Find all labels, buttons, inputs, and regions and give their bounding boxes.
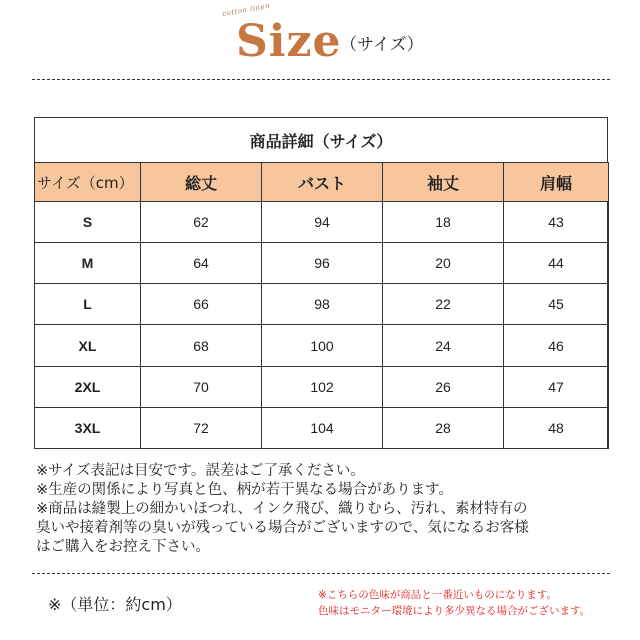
divider-top bbox=[32, 79, 610, 80]
sleeve-cell: 26 bbox=[383, 366, 504, 407]
sleeve-cell: 28 bbox=[383, 407, 504, 448]
length-cell: 66 bbox=[141, 284, 262, 325]
shoulder-cell: 46 bbox=[504, 325, 609, 366]
page-title: Size bbox=[236, 16, 342, 67]
note-line: はご購入をお控え下さい。 bbox=[36, 539, 210, 555]
table-row bbox=[35, 407, 609, 448]
sleeve-cell: 20 bbox=[383, 243, 504, 284]
shoulder-cell: 48 bbox=[504, 407, 609, 448]
bust-cell: 100 bbox=[262, 325, 383, 366]
column-header-bust: バスト bbox=[262, 163, 383, 202]
sleeve-cell: 18 bbox=[383, 202, 504, 243]
note-line: ※サイズ表記は目安です。誤差はご了承ください。 bbox=[36, 463, 365, 479]
size-table bbox=[34, 162, 609, 449]
page-header bbox=[0, 0, 640, 80]
shoulder-cell: 47 bbox=[504, 366, 609, 407]
length-cell: 62 bbox=[141, 202, 262, 243]
tagline: cotton linen bbox=[221, 1, 271, 19]
sleeve-cell: 22 bbox=[383, 284, 504, 325]
size-cell: 3XL bbox=[35, 407, 141, 448]
length-cell: 70 bbox=[141, 366, 262, 407]
bust-cell: 102 bbox=[262, 366, 383, 407]
note-line: ※商品は縫製上の細かいほつれ、インク飛び、織りむら、汚れ、素材特有の bbox=[36, 501, 528, 517]
length-cell: 72 bbox=[141, 407, 262, 448]
bust-cell: 98 bbox=[262, 284, 383, 325]
shoulder-cell: 43 bbox=[504, 202, 609, 243]
table-row bbox=[35, 366, 609, 407]
table-row bbox=[35, 284, 609, 325]
bust-cell: 96 bbox=[262, 243, 383, 284]
note-line: 臭いや接着剤等の臭いが残っている場合がございますので、気になるお客様 bbox=[36, 520, 529, 536]
unit-note: ※（単位：約cm） bbox=[48, 595, 182, 614]
column-header-sleeve: 袖丈 bbox=[383, 163, 504, 202]
caution-line: ※こちらの色味が商品と一番近いものになります。 bbox=[318, 589, 557, 601]
note-line: ※生産の関係により写真と色、柄が若干異なる場合があります。 bbox=[36, 482, 453, 498]
bust-cell: 94 bbox=[262, 202, 383, 243]
table-row bbox=[35, 202, 609, 243]
shoulder-cell: 45 bbox=[504, 284, 609, 325]
page-subtitle: （サイズ） bbox=[340, 35, 424, 55]
size-cell: L bbox=[35, 284, 141, 325]
size-cell: S bbox=[35, 202, 141, 243]
size-cell: 2XL bbox=[35, 366, 141, 407]
table-caption: 商品詳細（サイズ） bbox=[249, 131, 393, 151]
column-header-shoulder: 肩幅 bbox=[504, 163, 609, 202]
caution-line: 色味はモニター環境により多少異なる場合がございます。 bbox=[318, 605, 591, 617]
bust-cell: 104 bbox=[262, 407, 383, 448]
divider-bottom bbox=[32, 573, 610, 574]
shoulder-cell: 44 bbox=[504, 243, 609, 284]
table-row bbox=[35, 243, 609, 284]
table-row bbox=[35, 325, 609, 366]
table-header-row bbox=[35, 163, 609, 202]
size-cell: XL bbox=[35, 325, 141, 366]
color-caution bbox=[318, 587, 623, 619]
length-cell: 64 bbox=[141, 243, 262, 284]
notes bbox=[36, 462, 626, 557]
column-header-size: サイズ（cm） bbox=[35, 163, 141, 202]
length-cell: 68 bbox=[141, 325, 262, 366]
column-header-length: 総丈 bbox=[141, 163, 262, 202]
size-cell: M bbox=[35, 243, 141, 284]
sleeve-cell: 24 bbox=[383, 325, 504, 366]
